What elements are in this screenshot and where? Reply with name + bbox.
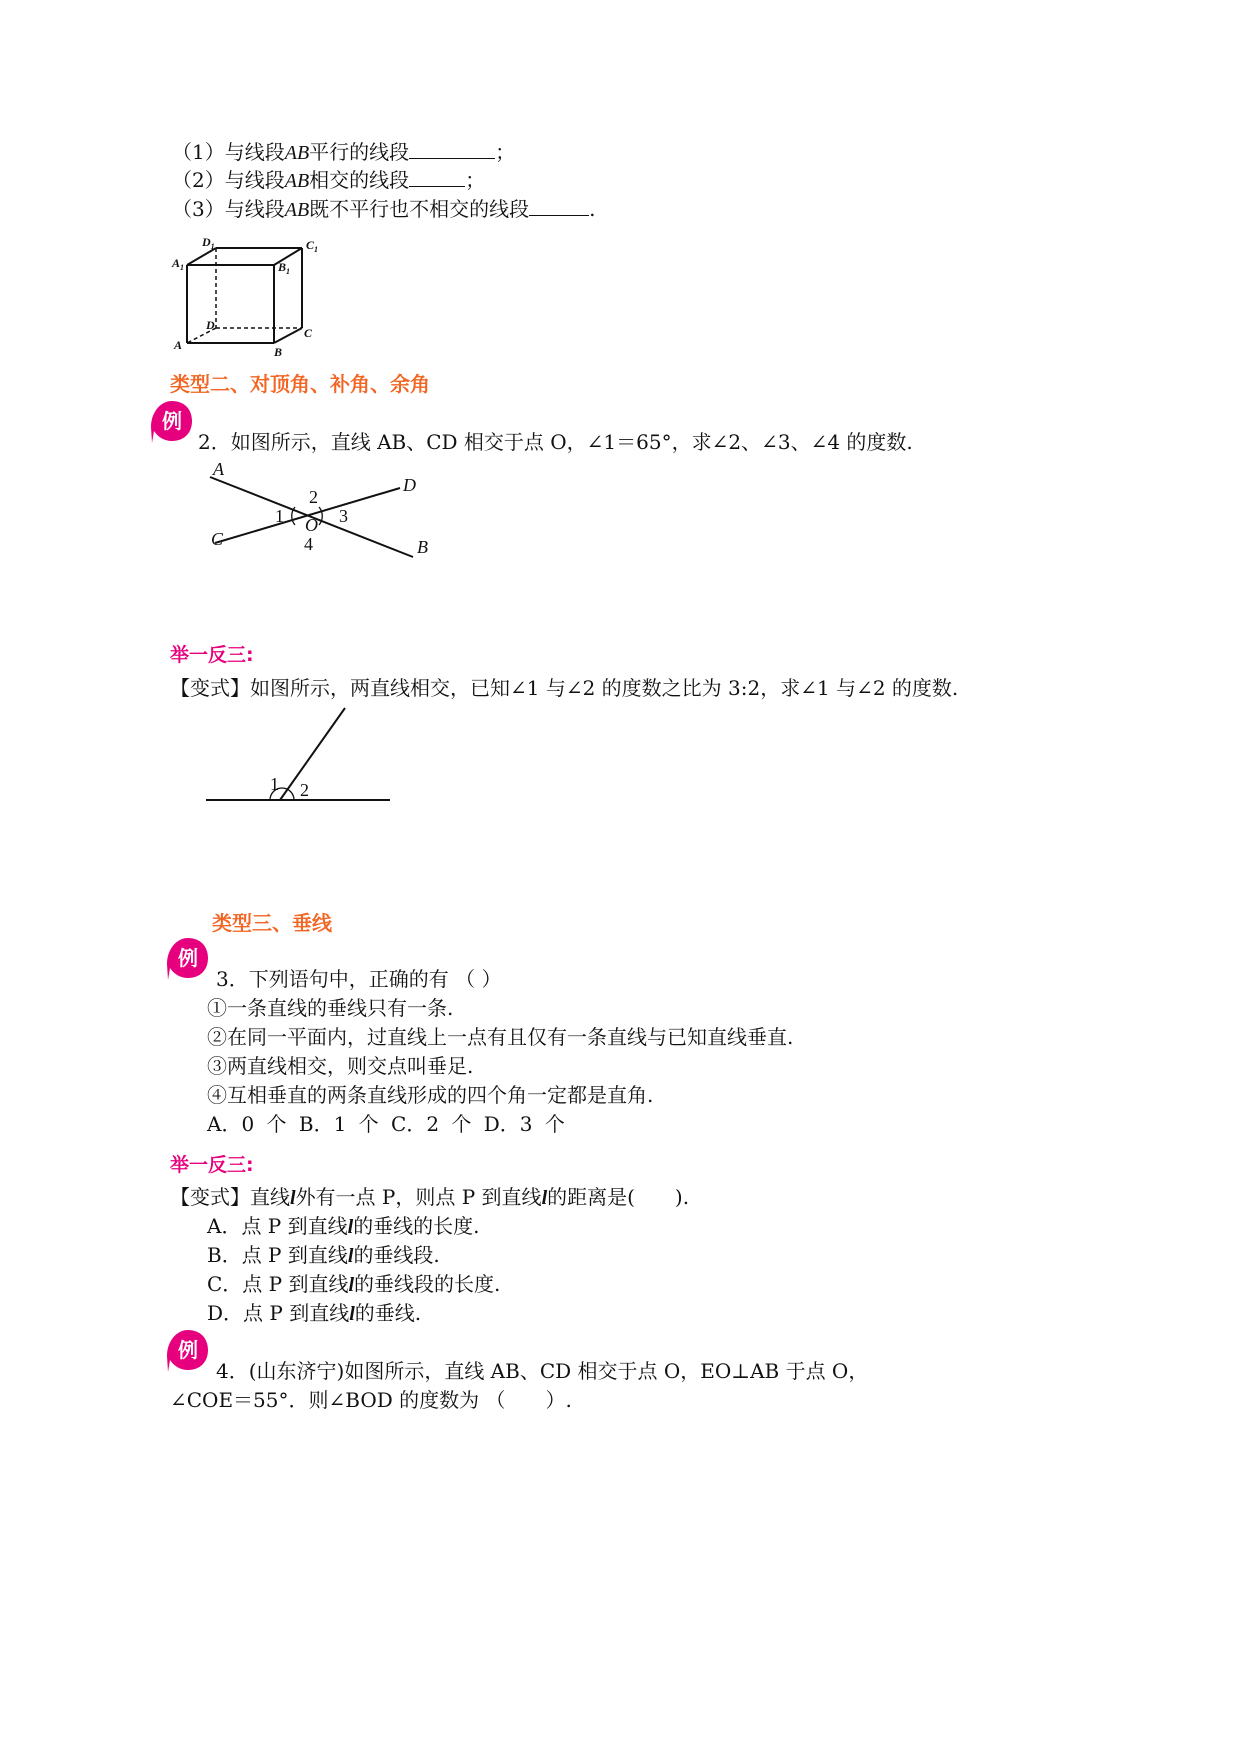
example-3-options: A．0 个 B．1 个 C．2 个 D．3 个 xyxy=(207,1112,565,1136)
fig2-label-a: A xyxy=(213,459,224,479)
variation-heading: 举一反三: xyxy=(170,1154,254,1176)
variation-2-option-a[interactable]: A．点 P 到直线l的垂线的长度. xyxy=(207,1214,480,1238)
example-3-statement-4: ④互相垂直的两条直线形成的四个角一定都是直角. xyxy=(207,1083,654,1107)
answer-blank[interactable] xyxy=(529,197,589,216)
q1-line-3: （3）与线段AB既不平行也不相交的线段 . xyxy=(172,197,596,221)
intersecting-lines-figure xyxy=(205,455,445,570)
cube-figure xyxy=(170,235,330,360)
two-lines-angle-figure xyxy=(200,700,400,810)
fig2-angle-3: 3 xyxy=(339,506,348,526)
example-3-stem: 3．下列语句中，正确的有 （ ） xyxy=(216,967,502,991)
example-badge-icon xyxy=(166,936,210,980)
fig2-label-o: O xyxy=(305,515,318,535)
variation-1-text: 【变式】如图所示，两直线相交，已知∠1 与∠2 的度数之比为 3:2，求∠1 与∠2 的度数. xyxy=(170,676,959,700)
section-title-type3: 类型三、垂线 xyxy=(212,911,332,935)
svg-text:例: 例 xyxy=(178,1338,198,1362)
example-3-statement-1: ①一条直线的垂线只有一条. xyxy=(207,996,454,1020)
variation-2-option-b[interactable]: B．点 P 到直线l的垂线段. xyxy=(207,1243,440,1267)
example-badge-icon xyxy=(150,399,194,443)
example-2-text: 2．如图所示，直线 AB、CD 相交于点 O，∠1＝65°，求∠2、∠3、∠4 的度数. xyxy=(198,430,913,454)
svg-text:例: 例 xyxy=(178,946,198,970)
fig2-label-d: D xyxy=(403,475,416,495)
svg-text:例: 例 xyxy=(162,409,182,433)
cube-label-c: C xyxy=(304,326,313,340)
variation-2-option-d[interactable]: D．点 P 到直线l的垂线. xyxy=(207,1301,422,1325)
example-4-line-1: 4．(山东济宁)如图所示，直线 AB、CD 相交于点 O，EO⊥AB 于点 O， xyxy=(216,1359,869,1383)
fig2-angle-2: 2 xyxy=(309,487,318,507)
example-3-statement-2: ②在同一平面内，过直线上一点有且仅有一条直线与已知直线垂直. xyxy=(207,1025,794,1049)
cube-label-b1: $B_1$ xyxy=(278,260,291,276)
q1-line-1: （1）与线段AB平行的线段 ； xyxy=(172,140,516,164)
example-badge-icon xyxy=(166,1328,210,1372)
cube-label-a1: $A_1$ xyxy=(172,256,185,272)
variation-heading: 举一反三: xyxy=(170,644,254,666)
cube-label-a: A xyxy=(174,338,183,352)
example-4-line-2: ∠COE＝55°．则∠BOD 的度数为 （ ）. xyxy=(170,1388,572,1412)
variation-2-option-c[interactable]: C．点 P 到直线l的垂线段的长度. xyxy=(207,1272,501,1296)
answer-blank[interactable] xyxy=(409,140,495,159)
example-3-statement-3: ③两直线相交，则交点叫垂足. xyxy=(207,1054,474,1078)
fig2-angle-1: 1 xyxy=(275,506,284,526)
cube-label-d: D xyxy=(206,318,215,332)
fig2-label-b: B xyxy=(417,537,428,557)
fig2-angle-4: 4 xyxy=(304,534,313,554)
fig2-label-c: C xyxy=(211,529,224,549)
cube-label-c1: $C_1$ xyxy=(306,238,319,254)
fig3-angle-2: 2 xyxy=(300,780,309,800)
q1-line-2: （2）与线段AB相交的线段 ； xyxy=(172,168,486,192)
fig3-angle-1: 1 xyxy=(270,774,279,794)
section-title-type2: 类型二、对顶角、补角、余角 xyxy=(170,372,430,396)
cube-label-d1: $D_1$ xyxy=(202,235,215,251)
cube-label-b: B xyxy=(274,345,283,359)
answer-blank[interactable] xyxy=(409,168,465,187)
variation-2-stem: 【变式】直线l外有一点 P，则点 P 到直线l的距离是( ). xyxy=(170,1185,690,1209)
